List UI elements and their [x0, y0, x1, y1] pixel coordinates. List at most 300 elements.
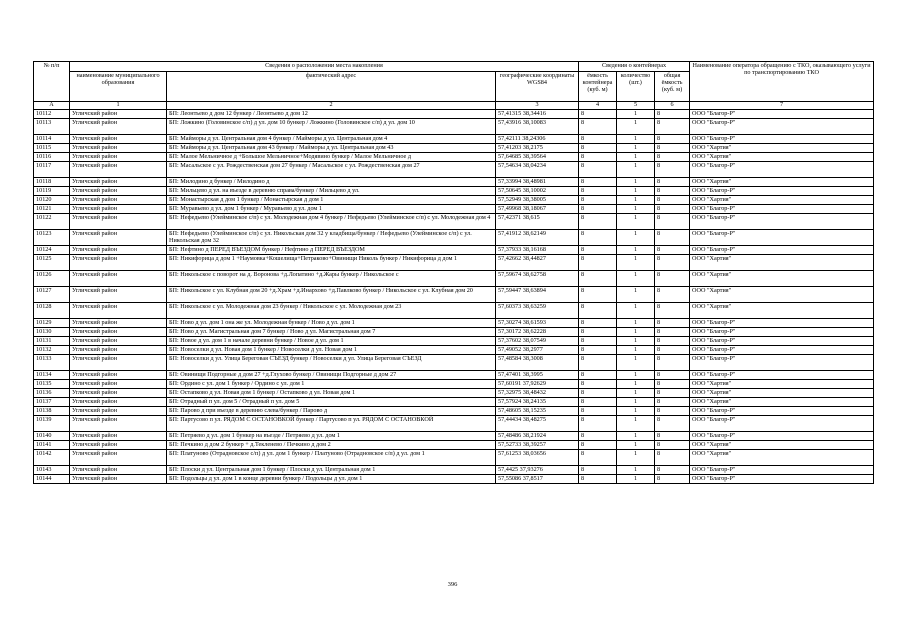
capacity-cell: 8	[579, 415, 617, 431]
total-cell: 8	[655, 449, 690, 465]
address-cell: БП: Леонтьево д дом 12 бункер / Леонтьево д дом 12	[167, 109, 496, 118]
row-number-cell: 10136	[34, 388, 70, 397]
capacity-cell: 8	[579, 177, 617, 186]
table-row	[34, 379, 874, 388]
total-cell: 8	[655, 109, 690, 118]
capacity-cell: 8	[579, 118, 617, 134]
operator-cell: ООО "Благор-Р"	[690, 415, 874, 431]
capacity-cell: 8	[579, 354, 617, 370]
operator-cell: ООО "Хартия"	[690, 270, 874, 286]
coords-cell: 57,47401 38,3995	[496, 370, 579, 379]
capacity-cell: 8	[579, 270, 617, 286]
coords-cell: 57,48605 38,15235	[496, 406, 579, 415]
total-cell: 8	[655, 354, 690, 370]
header-operator: Наименование оператора обращению с ТКО, оказывающего услуги по транспортированию ТКО	[690, 62, 874, 102]
quantity-cell: 1	[617, 177, 655, 186]
capacity-cell: 8	[579, 204, 617, 213]
operator-cell: ООО "Благор-Р"	[690, 109, 874, 118]
header-municipality: наименование муниципального образования	[70, 72, 167, 102]
capacity-cell: 8	[579, 474, 617, 483]
total-cell: 8	[655, 177, 690, 186]
total-cell: 8	[655, 406, 690, 415]
row-number-cell: 10123	[34, 229, 70, 245]
table-row	[34, 177, 874, 186]
quantity-cell: 1	[617, 302, 655, 318]
quantity-cell: 1	[617, 474, 655, 483]
quantity-cell: 1	[617, 161, 655, 177]
municipality-cell: Угличский район	[70, 302, 167, 318]
municipality-cell: Угличский район	[70, 406, 167, 415]
municipality-cell: Угличский район	[70, 254, 167, 270]
address-cell: БП: Новоселки д ул. Улица Береговая СЪЕЗД бункер / Новоселки д ул. Улица Береговая СЪЕЗД	[167, 354, 496, 370]
operator-cell: ООО "Благор-Р"	[690, 354, 874, 370]
total-cell: 8	[655, 254, 690, 270]
row-number-cell: 10141	[34, 440, 70, 449]
coords-cell: 57,54634 38,04234	[496, 161, 579, 177]
address-cell: БП: Нефедьево (Улейминское с/п) с ул. Никольская дом 32 у кладбища/бункер / Нефедьево (Улейминское с/п) с ул. Никольская дом 32	[167, 229, 496, 245]
address-cell: БП: Нефедьево (Улейминское с/п) с ул. Молодежная дом 4 бункер / Нефедьево (Улейминское с/п) с ул. Молодежная дом 4	[167, 213, 496, 229]
municipality-cell: Угличский район	[70, 118, 167, 134]
operator-cell: ООО "Благор-Р"	[690, 431, 874, 440]
quantity-cell: 1	[617, 229, 655, 245]
coords-cell: 57,60373 38,63259	[496, 302, 579, 318]
address-cell: БП: Майморы д ул. Центральная дом 4 бункер / Майморы д ул. Центральная дом 4	[167, 134, 496, 143]
coords-cell: 57,52733 38,39257	[496, 440, 579, 449]
row-number-cell: 10116	[34, 152, 70, 161]
municipality-cell: Угличский район	[70, 388, 167, 397]
table-row	[34, 186, 874, 195]
municipality-cell: Угличский район	[70, 177, 167, 186]
row-number-cell: 10117	[34, 161, 70, 177]
row-number-cell: 10126	[34, 270, 70, 286]
quantity-cell: 1	[617, 286, 655, 302]
address-cell: БП: Новоселки д ул. Новая дом 1 бункер / Новоселки д ул. Новая дом 1	[167, 345, 496, 354]
operator-cell: ООО "Хартия"	[690, 286, 874, 302]
table-row	[34, 213, 874, 229]
row-number-cell: 10113	[34, 118, 70, 134]
operator-cell: ООО "Благор-Р"	[690, 213, 874, 229]
total-cell: 8	[655, 302, 690, 318]
operator-cell: ООО "Хартия"	[690, 440, 874, 449]
coords-cell: 57,41315 38,34416	[496, 109, 579, 118]
header-index-cell: 6	[655, 102, 690, 110]
row-number-cell: 10119	[34, 186, 70, 195]
address-cell: БП: Ново д ул. дом 1 она же ул. Молодежная бункер / Ново д ул. дом 1	[167, 318, 496, 327]
quantity-cell: 1	[617, 465, 655, 474]
table-row	[34, 406, 874, 415]
coords-cell: 57,59674 38,62758	[496, 270, 579, 286]
row-number-cell: 10114	[34, 134, 70, 143]
header-index-cell: 5	[617, 102, 655, 110]
municipality-cell: Угличский район	[70, 286, 167, 302]
coords-cell: 57,57924 38,24135	[496, 397, 579, 406]
address-cell: БП: Никольское с поворот на д. Воронова +д.Лопатино +д.Жары бункер / Никольское с	[167, 270, 496, 286]
header-coords: географические координаты WGS84	[496, 72, 579, 102]
row-number-cell: 10122	[34, 213, 70, 229]
header-index-cell: А	[34, 102, 70, 110]
capacity-cell: 8	[579, 286, 617, 302]
quantity-cell: 1	[617, 388, 655, 397]
address-cell: БП: Монастырская д дом 1 бункер / Монастырская д дом 1	[167, 195, 496, 204]
operator-cell: ООО "Хартия"	[690, 195, 874, 204]
capacity-cell: 8	[579, 406, 617, 415]
header-quantity: количество (шт.)	[617, 72, 655, 102]
table-row	[34, 465, 874, 474]
operator-cell: ООО "Хартия"	[690, 397, 874, 406]
coords-cell: 57,4425 37,93276	[496, 465, 579, 474]
municipality-cell: Угличский район	[70, 245, 167, 254]
table-row	[34, 134, 874, 143]
municipality-cell: Угличский район	[70, 161, 167, 177]
operator-cell: ООО "Хартия"	[690, 302, 874, 318]
operator-cell: ООО "Благор-Р"	[690, 134, 874, 143]
capacity-cell: 8	[579, 431, 617, 440]
capacity-cell: 8	[579, 195, 617, 204]
operator-cell: ООО "Благор-Р"	[690, 370, 874, 379]
coords-cell: 57,61253 38,03656	[496, 449, 579, 465]
address-cell: БП: Ново д ул. Магистральная дом 7 бункер / Ново д ул. Магистральная дом 7	[167, 327, 496, 336]
coords-cell: 57,60191 37,92629	[496, 379, 579, 388]
table-row	[34, 270, 874, 286]
table-row	[34, 204, 874, 213]
total-cell: 8	[655, 388, 690, 397]
quantity-cell: 1	[617, 406, 655, 415]
table-row	[34, 245, 874, 254]
quantity-cell: 1	[617, 415, 655, 431]
table-row	[34, 327, 874, 336]
capacity-cell: 8	[579, 318, 617, 327]
total-cell: 8	[655, 134, 690, 143]
coords-cell: 57,37602 38,07549	[496, 336, 579, 345]
total-cell: 8	[655, 245, 690, 254]
table-row	[34, 152, 874, 161]
address-cell: БП: Масальское с ул. Рождественская дом 27 бункер / Масальское с ул. Рождественская дом 27	[167, 161, 496, 177]
total-cell: 8	[655, 186, 690, 195]
municipality-cell: Угличский район	[70, 213, 167, 229]
coords-cell: 57,41912 38,62149	[496, 229, 579, 245]
address-cell: БП: Никольское с ул. Клубная дом 20 +д.Храм +д.Инархово +д.Павлково бункер / Никольское с ул. Клубная дом 20	[167, 286, 496, 302]
quantity-cell: 1	[617, 318, 655, 327]
total-cell: 8	[655, 318, 690, 327]
row-number-cell: 10118	[34, 177, 70, 186]
coords-cell: 57,59447 38,63894	[496, 286, 579, 302]
capacity-cell: 8	[579, 152, 617, 161]
capacity-cell: 8	[579, 336, 617, 345]
municipality-cell: Угличский район	[70, 397, 167, 406]
quantity-cell: 1	[617, 213, 655, 229]
total-cell: 8	[655, 345, 690, 354]
row-number-cell: 10135	[34, 379, 70, 388]
row-number-cell: 10140	[34, 431, 70, 440]
total-cell: 8	[655, 229, 690, 245]
municipality-cell: Угличский район	[70, 465, 167, 474]
header-index-cell: 7	[690, 102, 874, 110]
quantity-cell: 1	[617, 245, 655, 254]
capacity-cell: 8	[579, 245, 617, 254]
capacity-cell: 8	[579, 143, 617, 152]
capacity-cell: 8	[579, 302, 617, 318]
coords-cell: 57,30274 38,61593	[496, 318, 579, 327]
quantity-cell: 1	[617, 370, 655, 379]
address-cell: БП: Платуново (Отрадновское с/п) д ул. дом 1 бункер / Платуново (Отрадновское с/п) д ул. дом 1	[167, 449, 496, 465]
address-cell: БП: Парово д при въезде в деревню слева/бункер / Парово д	[167, 406, 496, 415]
operator-cell: ООО "Благор-Р"	[690, 474, 874, 483]
total-cell: 8	[655, 143, 690, 152]
row-number-cell: 10124	[34, 245, 70, 254]
quantity-cell: 1	[617, 327, 655, 336]
municipality-cell: Угличский район	[70, 354, 167, 370]
total-cell: 8	[655, 336, 690, 345]
coords-cell: 57,50645 38,10002	[496, 186, 579, 195]
operator-cell: ООО "Благор-Р"	[690, 318, 874, 327]
quantity-cell: 1	[617, 336, 655, 345]
municipality-cell: Угличский район	[70, 415, 167, 431]
address-cell: БП: Печкино д дом 2 бункер + д.Текленево / Печкино д дом 2	[167, 440, 496, 449]
coords-cell: 57,55086 37,8517	[496, 474, 579, 483]
table-row	[34, 195, 874, 204]
coords-cell: 57,44434 38,48275	[496, 415, 579, 431]
coords-cell: 57,49968 38,18067	[496, 204, 579, 213]
total-cell: 8	[655, 370, 690, 379]
total-cell: 8	[655, 415, 690, 431]
municipality-cell: Угличский район	[70, 152, 167, 161]
table-row	[34, 397, 874, 406]
table-row	[34, 161, 874, 177]
quantity-cell: 1	[617, 354, 655, 370]
address-cell: БП: Малое Мельничное д +Большое Мельничное+Модявино бункер / Малое Мельничное д	[167, 152, 496, 161]
municipality-cell: Угличский район	[70, 204, 167, 213]
header-number: № п/п	[34, 62, 70, 102]
address-cell: БП: Остапково д ул. Новая дом 1 бункер / Остапково д ул. Новая дом 1	[167, 388, 496, 397]
row-number-cell: 10142	[34, 449, 70, 465]
row-number-cell: 10128	[34, 302, 70, 318]
coords-cell: 57,64685 38,39564	[496, 152, 579, 161]
capacity-cell: 8	[579, 186, 617, 195]
municipality-cell: Угличский район	[70, 134, 167, 143]
capacity-cell: 8	[579, 465, 617, 474]
capacity-cell: 8	[579, 327, 617, 336]
row-number-cell: 10143	[34, 465, 70, 474]
total-cell: 8	[655, 431, 690, 440]
row-number-cell: 10138	[34, 406, 70, 415]
quantity-cell: 1	[617, 204, 655, 213]
table-row	[34, 336, 874, 345]
address-cell: БП: Ордино с ул. дом 1 бункер / Ордино с ул. дом 1	[167, 379, 496, 388]
header-index-cell: 1	[70, 102, 167, 110]
coords-cell: 57,52949 38,38005	[496, 195, 579, 204]
address-cell: БП: Петряево д ул. дом 1 бункер на въезде / Петряево д ул. дом 1	[167, 431, 496, 440]
total-cell: 8	[655, 213, 690, 229]
row-number-cell: 10121	[34, 204, 70, 213]
registry-table	[33, 61, 874, 484]
total-cell: 8	[655, 286, 690, 302]
row-number-cell: 10133	[34, 354, 70, 370]
row-number-cell: 10131	[34, 336, 70, 345]
operator-cell: ООО "Благор-Р"	[690, 186, 874, 195]
address-cell: БП: Нефтино д ПЕРЕД ВЪЕЗДОМ бункер / Нефтино д ПЕРЕД ВЪЕЗДОМ	[167, 245, 496, 254]
coords-cell: 57,42371 38,615	[496, 213, 579, 229]
quantity-cell: 1	[617, 143, 655, 152]
operator-cell: ООО "Благор-Р"	[690, 465, 874, 474]
coords-cell: 57,49052 38,2977	[496, 345, 579, 354]
municipality-cell: Угличский район	[70, 474, 167, 483]
table-row	[34, 254, 874, 270]
quantity-cell: 1	[617, 449, 655, 465]
capacity-cell: 8	[579, 440, 617, 449]
coords-cell: 57,32975 38,48432	[496, 388, 579, 397]
municipality-cell: Угличский район	[70, 109, 167, 118]
table-row	[34, 286, 874, 302]
operator-cell: ООО "Благор-Р"	[690, 245, 874, 254]
page-number: 396	[447, 581, 458, 588]
quantity-cell: 1	[617, 186, 655, 195]
header-total: общая ёмкость (куб. м)	[655, 72, 690, 102]
coords-cell: 57,48584 38,3008	[496, 354, 579, 370]
table-row	[34, 449, 874, 465]
capacity-cell: 8	[579, 229, 617, 245]
capacity-cell: 8	[579, 134, 617, 143]
table-row	[34, 388, 874, 397]
coords-cell: 57,33994 38,48981	[496, 177, 579, 186]
quantity-cell: 1	[617, 440, 655, 449]
total-cell: 8	[655, 204, 690, 213]
municipality-cell: Угличский район	[70, 345, 167, 354]
registry-table-sheet	[33, 61, 873, 484]
quantity-cell: 1	[617, 118, 655, 134]
total-cell: 8	[655, 118, 690, 134]
operator-cell: ООО "Благор-Р"	[690, 336, 874, 345]
table-header	[34, 62, 874, 110]
operator-cell: ООО "Хартия"	[690, 143, 874, 152]
total-cell: 8	[655, 161, 690, 177]
table-row	[34, 143, 874, 152]
header-address: фактический адрес	[167, 72, 496, 102]
address-cell: БП: Партусово п ул. РЯДОМ С ОСТАНОВКОЙ бункер / Партусово п ул. РЯДОМ С ОСТАНОВКОЙ	[167, 415, 496, 431]
operator-cell: ООО "Благор-Р"	[690, 327, 874, 336]
address-cell: БП: Милодино д бункер / Милодино д	[167, 177, 496, 186]
municipality-cell: Угличский район	[70, 327, 167, 336]
address-cell: БП: Мильцево д ул. на въезде в деревню справа/бункер / Мильцево д ул.	[167, 186, 496, 195]
municipality-cell: Угличский район	[70, 431, 167, 440]
header-index-cell: 3	[496, 102, 579, 110]
address-cell: БП: Никольское с ул. Молодежная дом 23 бункер / Никольское с ул. Молодежная дом 23	[167, 302, 496, 318]
header-containers-group: Сведения о контейнерах	[579, 62, 690, 72]
municipality-cell: Угличский район	[70, 449, 167, 465]
capacity-cell: 8	[579, 254, 617, 270]
row-number-cell: 10112	[34, 109, 70, 118]
capacity-cell: 8	[579, 379, 617, 388]
row-number-cell: 10134	[34, 370, 70, 379]
row-number-cell: 10125	[34, 254, 70, 270]
coords-cell: 57,42662 38,44827	[496, 254, 579, 270]
total-cell: 8	[655, 397, 690, 406]
row-number-cell: 10130	[34, 327, 70, 336]
row-number-cell: 10115	[34, 143, 70, 152]
municipality-cell: Угличский район	[70, 336, 167, 345]
address-cell: БП: Никифорица д дом 1 +Наумовка+Кошелища+Петраково+Овинищи Николь бункер / Никифорица д дом 1	[167, 254, 496, 270]
header-location-group: Сведения о расположении места накопления	[70, 62, 579, 72]
address-cell: БП: Подольцы д ул. дом 1 в конце деревни бункер / Подольцы д ул. дом 1	[167, 474, 496, 483]
row-number-cell: 10139	[34, 415, 70, 431]
header-index-cell: 2	[167, 102, 496, 110]
address-cell: БП: Майморы д ул. Центральная дом 43 бункер / Майморы д ул. Центральная дом 43	[167, 143, 496, 152]
table-body	[34, 109, 874, 483]
quantity-cell: 1	[617, 254, 655, 270]
total-cell: 8	[655, 270, 690, 286]
operator-cell: ООО "Хартия"	[690, 388, 874, 397]
coords-cell: 57,37933 38,16168	[496, 245, 579, 254]
total-cell: 8	[655, 474, 690, 483]
capacity-cell: 8	[579, 213, 617, 229]
coords-cell: 57,48486 38,21924	[496, 431, 579, 440]
table-row	[34, 415, 874, 431]
operator-cell: ООО "Благор-Р"	[690, 204, 874, 213]
row-number-cell: 10127	[34, 286, 70, 302]
header-capacity: ёмкость контейнера (куб. м)	[579, 72, 617, 102]
total-cell: 8	[655, 327, 690, 336]
municipality-cell: Угличский район	[70, 143, 167, 152]
operator-cell: ООО "Благор-Р"	[690, 161, 874, 177]
coords-cell: 57,30172 38,62228	[496, 327, 579, 336]
table-row	[34, 370, 874, 379]
municipality-cell: Угличский район	[70, 270, 167, 286]
address-cell: БП: Ложкино (Головинское с/п) д ул. дом 10 бункер / Ложкино (Головинское с/п) д ул. дом 10	[167, 118, 496, 134]
quantity-cell: 1	[617, 345, 655, 354]
table-row	[34, 109, 874, 118]
coords-cell: 57,41203 38,2175	[496, 143, 579, 152]
row-number-cell: 10137	[34, 397, 70, 406]
table-row	[34, 440, 874, 449]
quantity-cell: 1	[617, 195, 655, 204]
address-cell: БП: Плоски д ул. Центральная дом 1 бункер / Плоски д ул. Центральная дом 1	[167, 465, 496, 474]
coords-cell: 57,43916 38,10083	[496, 118, 579, 134]
municipality-cell: Угличский район	[70, 370, 167, 379]
quantity-cell: 1	[617, 152, 655, 161]
row-number-cell: 10132	[34, 345, 70, 354]
table-row	[34, 118, 874, 134]
operator-cell: ООО "Благор-Р"	[690, 345, 874, 354]
operator-cell: ООО "Хартия"	[690, 379, 874, 388]
total-cell: 8	[655, 195, 690, 204]
address-cell: БП: Муравьево д ул. дом 1 бункер / Муравьево д ул. дом 1	[167, 204, 496, 213]
total-cell: 8	[655, 379, 690, 388]
capacity-cell: 8	[579, 388, 617, 397]
municipality-cell: Угличский район	[70, 440, 167, 449]
table-row	[34, 302, 874, 318]
operator-cell: ООО "Благор-Р"	[690, 229, 874, 245]
total-cell: 8	[655, 152, 690, 161]
total-cell: 8	[655, 440, 690, 449]
total-cell: 8	[655, 465, 690, 474]
operator-cell: ООО "Хартия"	[690, 152, 874, 161]
address-cell: БП: Овинищи Подгорные д дом 27 +д.Глухово бункер / Овинищи Подгорные д дом 27	[167, 370, 496, 379]
operator-cell: ООО "Хартия"	[690, 254, 874, 270]
table-row	[34, 345, 874, 354]
quantity-cell: 1	[617, 379, 655, 388]
quantity-cell: 1	[617, 109, 655, 118]
row-number-cell: 10144	[34, 474, 70, 483]
municipality-cell: Угличский район	[70, 229, 167, 245]
municipality-cell: Угличский район	[70, 195, 167, 204]
row-number-cell: 10120	[34, 195, 70, 204]
quantity-cell: 1	[617, 134, 655, 143]
header-index-cell: 4	[579, 102, 617, 110]
operator-cell: ООО "Благор-Р"	[690, 118, 874, 134]
quantity-cell: 1	[617, 270, 655, 286]
header-index-row	[34, 102, 874, 110]
row-number-cell: 10129	[34, 318, 70, 327]
coords-cell: 57,42111 38,24306	[496, 134, 579, 143]
